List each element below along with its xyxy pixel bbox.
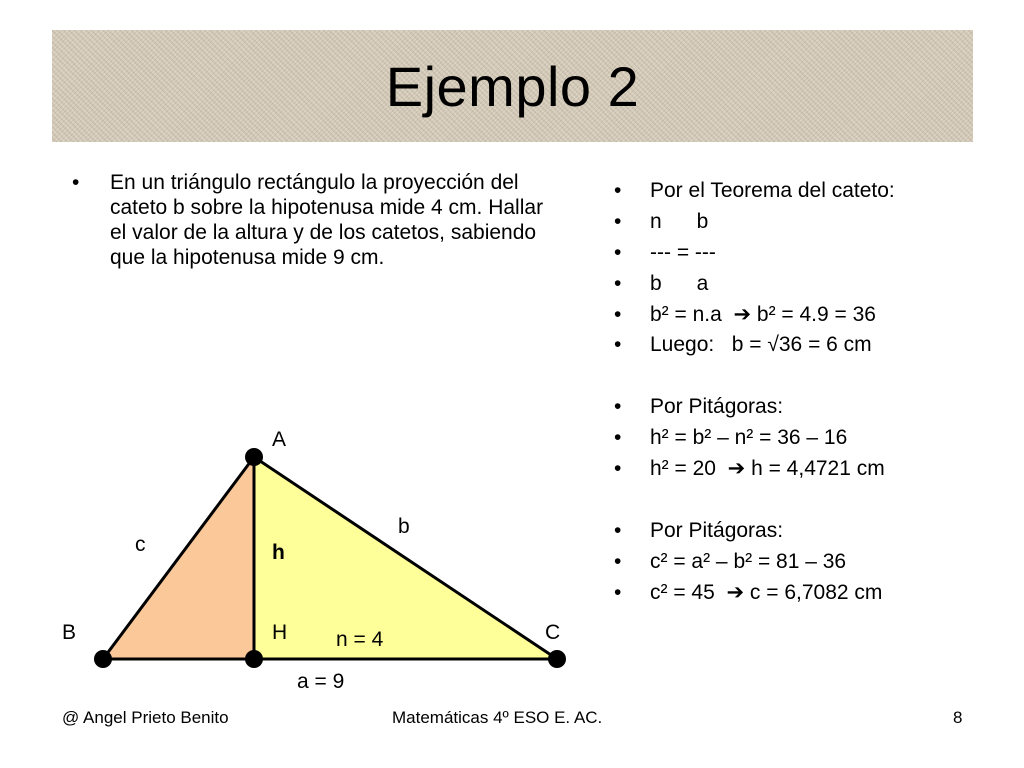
solution-line: • Por Pitágoras: bbox=[612, 516, 1012, 547]
solution-line: • Por el Teorema del cateto: bbox=[612, 176, 1012, 207]
label-h: h bbox=[272, 541, 285, 564]
label-vertex-c: C bbox=[545, 621, 561, 644]
triangle-ahc bbox=[254, 457, 557, 659]
slide-title: Ejemplo 2 bbox=[385, 54, 640, 118]
label-n: n = 4 bbox=[336, 628, 384, 651]
label-vertex-b: B bbox=[62, 621, 77, 644]
solution-line: • n b bbox=[612, 207, 1012, 238]
triangle-abh bbox=[103, 457, 254, 659]
solution-line: • --- = --- bbox=[612, 238, 1012, 269]
label-c: c bbox=[135, 533, 146, 556]
solution-line: • h² = 20 ➔ h = 4,4721 cm bbox=[612, 454, 1012, 485]
solution-line: • Por Pitágoras: bbox=[612, 392, 1012, 423]
label-b: b bbox=[398, 515, 410, 538]
footer-page-number: 8 bbox=[953, 708, 963, 727]
label-vertex-h: H bbox=[272, 621, 288, 644]
solution-line: • Luego: b = √36 = 6 cm bbox=[612, 330, 1012, 361]
vertex-c bbox=[548, 650, 566, 668]
solution-line: • b a bbox=[612, 269, 1012, 300]
solution-line: • c² = 45 ➔ c = 6,7082 cm bbox=[612, 578, 1012, 609]
label-a-hypotenuse: a = 9 bbox=[297, 670, 345, 693]
footer-course: Matemáticas 4º ESO E. AC. bbox=[392, 708, 603, 727]
vertex-b bbox=[94, 650, 112, 668]
label-a: A bbox=[272, 428, 287, 451]
footer-author: @ Angel Prieto Benito bbox=[62, 708, 229, 727]
solution-line: • b² = n.a ➔ b² = 4.9 = 36 bbox=[612, 300, 1012, 331]
solution-line: • h² = b² – n² = 36 – 16 bbox=[612, 423, 1012, 454]
problem-statement: • En un triángulo rectángulo la proyección del cateto b sobre la hipotenusa mide 4 cm. Hallar el valor de la altura y de los catetos, sabiendo que la hipotenusa mide 9 cm. bbox=[70, 170, 550, 270]
vertex-a bbox=[245, 448, 263, 466]
solution-line: • c² = a² – b² = 81 – 36 bbox=[612, 547, 1012, 578]
vertex-h bbox=[245, 650, 263, 668]
